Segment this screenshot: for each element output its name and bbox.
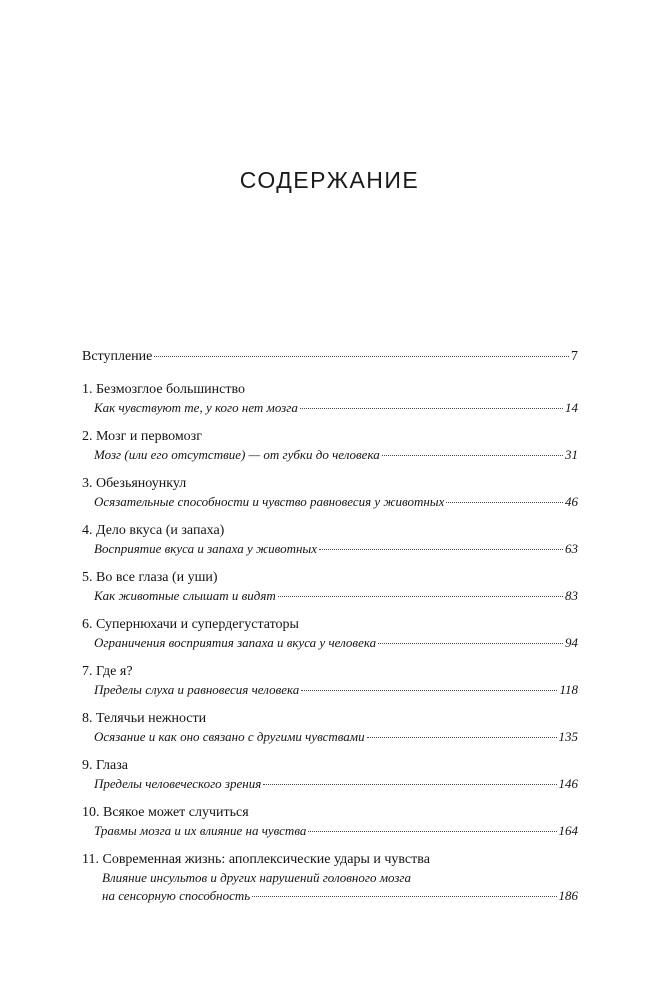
chapter-title: 1. Безмозглое большинство <box>82 382 245 397</box>
dot-leader <box>301 690 557 691</box>
chapter-title: 11. Современная жизнь: апоплексические удары и чувства <box>82 852 430 867</box>
chapter-subtitle-row <box>82 540 578 558</box>
dot-leader <box>446 502 563 503</box>
chapter-subtitle-row <box>82 887 578 905</box>
chapter-subtitle: Пределы человеческого зрения <box>94 776 262 791</box>
chapter-subtitle: Пределы слуха и равновесия человека <box>94 682 300 697</box>
dot-leader <box>319 549 563 550</box>
page-number: 7 <box>571 349 578 364</box>
chapter-subtitle-row <box>82 493 578 511</box>
toc-entry-chapter-1[interactable] <box>82 381 578 417</box>
page-number: 186 <box>558 888 578 903</box>
chapter-title: 10. Всякое может случиться <box>82 805 249 820</box>
chapter-subtitle-row <box>82 587 578 605</box>
toc-entry-chapter-5[interactable] <box>82 569 578 605</box>
chapter-title: 3. Обезьяноункул <box>82 476 187 491</box>
chapter-subtitle: Восприятие вкуса и запаха у животных <box>94 541 318 556</box>
page-number: 164 <box>558 823 578 838</box>
chapter-subtitle: Как животные слышат и видят <box>94 588 276 603</box>
chapter-subtitle: на сенсорную способность <box>102 888 251 903</box>
toc-entry-chapter-9[interactable] <box>82 757 578 793</box>
page-number: 94 <box>565 635 578 650</box>
chapter-subtitle: Осязание и как оно связано с другими чувствами <box>94 729 365 744</box>
chapter-title: 6. Супернюхачи и супердегустаторы <box>82 617 299 632</box>
chapter-subtitle-row <box>82 399 578 417</box>
chapter-title: 5. Во все глаза (и уши) <box>82 570 218 585</box>
dot-leader <box>154 356 569 357</box>
page-number: 83 <box>565 588 578 603</box>
toc-entry-chapter-8[interactable] <box>82 710 578 746</box>
toc-entry-chapter-6[interactable] <box>82 616 578 652</box>
dot-leader <box>263 784 556 785</box>
chapter-title: 2. Мозг и первомозг <box>82 429 202 444</box>
dot-leader <box>308 831 556 832</box>
page-number: 118 <box>559 682 578 697</box>
dot-leader <box>300 408 563 409</box>
chapter-subtitle: Как чувствуют те, у кого нет мозга <box>94 400 298 415</box>
page-number: 63 <box>565 541 578 556</box>
chapter-title: 7. Где я? <box>82 664 133 679</box>
dot-leader <box>252 896 556 897</box>
page-number: 14 <box>565 400 578 415</box>
chapter-subtitle-row <box>82 728 578 746</box>
chapter-subtitle: Ограничения восприятия запаха и вкуса у человека <box>94 635 377 650</box>
dot-leader <box>382 455 563 456</box>
dot-leader <box>367 737 557 738</box>
chapter-subtitle-row <box>82 775 578 793</box>
toc-entry-chapter-3[interactable] <box>82 475 578 511</box>
dot-leader <box>278 596 563 597</box>
toc-entry-intro[interactable] <box>82 348 578 366</box>
table-of-contents <box>82 348 578 916</box>
page-number: 31 <box>565 447 578 462</box>
chapter-subtitle-row <box>82 634 578 652</box>
page-number: 146 <box>558 776 578 791</box>
chapter-subtitle: Мозг (или его отсутствие) — от губки до человека <box>94 447 380 462</box>
page-title: СОДЕРЖАНИЕ <box>239 167 420 193</box>
toc-entry-label: Вступление <box>82 349 153 364</box>
chapter-subtitle-line-1: Влияние инсультов и других нарушений головного мозга <box>102 870 411 885</box>
page-number: 46 <box>565 494 578 509</box>
chapter-title: 8. Телячьи нежности <box>82 711 207 726</box>
chapter-subtitle-row <box>82 822 578 840</box>
toc-entry-chapter-7[interactable] <box>82 663 578 699</box>
dot-leader <box>378 643 563 644</box>
chapter-subtitle-row <box>82 681 578 699</box>
chapter-title: 9. Глаза <box>82 758 128 773</box>
toc-entry-chapter-4[interactable] <box>82 522 578 558</box>
toc-entry-chapter-11[interactable] <box>82 851 578 905</box>
page-number: 135 <box>558 729 578 744</box>
toc-entry-chapter-10[interactable] <box>82 804 578 840</box>
chapter-subtitle: Осязательные способности и чувство равновесия у животных <box>94 494 445 509</box>
chapter-subtitle-row <box>82 446 578 464</box>
chapter-subtitle: Травмы мозга и их влияние на чувства <box>94 823 307 838</box>
toc-entry-chapter-2[interactable] <box>82 428 578 464</box>
chapter-title: 4. Дело вкуса (и запаха) <box>82 523 225 538</box>
